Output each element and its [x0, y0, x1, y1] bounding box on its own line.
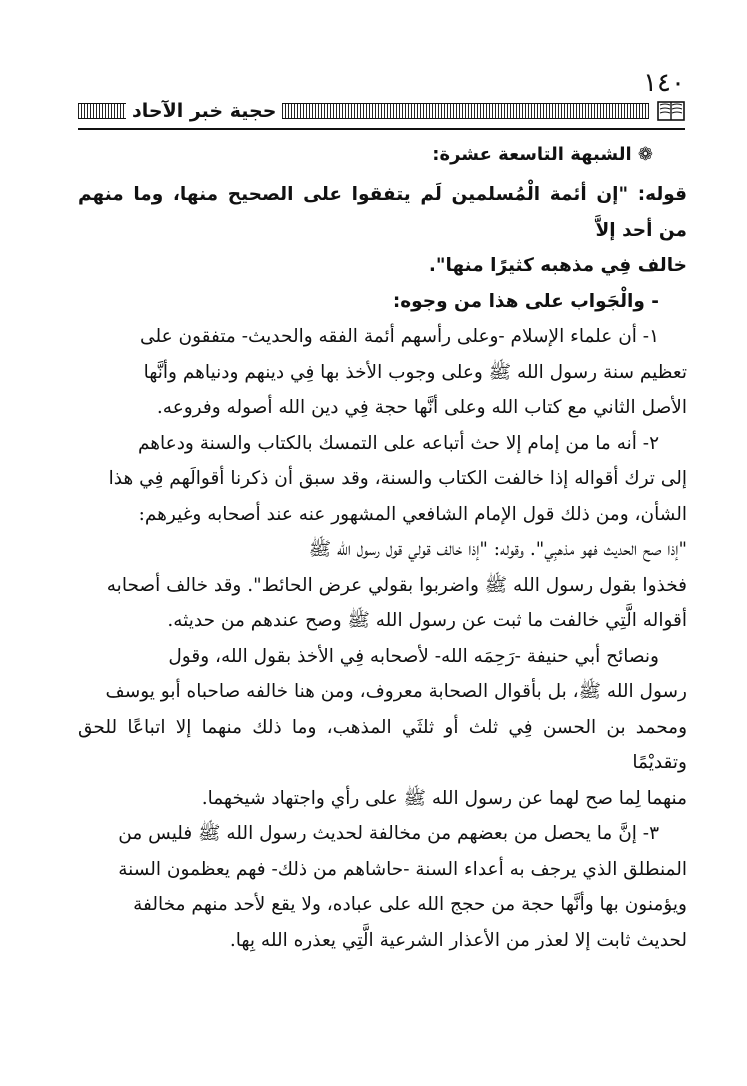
paragraph-abu-hanifa [78, 639, 687, 817]
header-title: حجية خبر الآحاد [132, 100, 277, 122]
paragraph-point-1 [78, 319, 687, 426]
text-line: - والْجَواب على هذا من وجوه: [392, 290, 659, 312]
text-line: الأصل الثاني مع كتاب الله وعلى أنَّها حجة فِي دين الله أصوله وفروعه. [156, 397, 687, 418]
paragraph-objection [78, 177, 687, 284]
section-heading [78, 144, 687, 165]
text-line: الشأن، ومن ذلك قول الإمام الشافعي المشهور عنه عند أصحابه وغيرهم: [138, 503, 687, 525]
page-number: ١٤٠ [643, 68, 685, 98]
open-book-icon [657, 101, 685, 121]
header-rule [78, 128, 685, 130]
flower-ornament-icon: ❁ [637, 144, 653, 165]
text-line: ٣- إنَّ ما يحصل من بعضهم من مخالفة لحديث رسول الله ﷺ فليس من [118, 823, 659, 844]
header-ornament-left [78, 103, 126, 119]
text-line: لحديث ثابت إلا لعذر من الأعذار الشرعية الَّتِي يعذره الله بِها. [229, 929, 687, 951]
text-line: قوله: "إن أئمة الْمُسلمين لَم يتفقوا على الصحيح منها، وما منهم من أحد إلاَّ [78, 184, 687, 241]
text-line: ومحمد بن الحسن فِي ثلث أو ثلثَي المذهب، وما ذلك منهما إلا اتباعًا للحق وتقديْمًا [78, 716, 687, 773]
text-line: ويؤمنون بها وأنَّها حجة من حجج الله على عباده، ولا يقع لأحد منهم مخالفة [133, 894, 687, 915]
paragraph-point-3 [78, 816, 687, 958]
text-line: تعظيم سنة رسول الله ﷺ وعلى وجوب الأخذ بها فِي دينهم ودنياهم وأنَّها [143, 361, 687, 383]
text-line: ونصائح أبي حنيفة -رَحِمَه الله- لأصحابه فِي الأخذ بقول الله، وقول [168, 645, 659, 667]
text-line: "إذا صح الحديث فهو مذهبِي". وقوله: "إذا خالف قولي قول رسول الله ﷺ [308, 539, 687, 560]
text-line: فخذوا بقول رسول الله ﷺ واضربوا بقولي عرض الحائط". وقد خالف أصحابه [106, 574, 687, 596]
running-header [78, 98, 685, 124]
text-line: ٢- أنه ما من إمام إلا حث أتباعه على التمسك بالكتاب والسنة ودعاهم [137, 432, 659, 454]
text-line: أقواله الَّتِي خالفت ما ثبت عن رسول الله ﷺ وصح عندهم من حديثه. [167, 610, 687, 631]
paragraph-point-2 [78, 426, 687, 639]
text-line: إلى ترك أقواله إذا خالفت الكتاب والسنة، وقد سبق أن ذكرنا أقوالَهم فِي هذا [108, 468, 687, 489]
text-line: منهما لِما صح لهما عن رسول الله ﷺ على رأي واجتهاد شيخهما. [201, 787, 687, 809]
text-line: ١- أن علماء الإسلام -وعلى رأسهم أئمة الفقه والحديث- متفقون على [140, 326, 659, 347]
section-heading-text: الشبهة التاسعة عشرة: [432, 144, 632, 165]
text-line: رسول الله ﷺ، بل بأقوال الصحابة معروف، ومن هنا خالفه صاحباه أبو يوسف [105, 681, 687, 702]
paragraph-answer-intro [78, 284, 687, 320]
header-ornament-right [282, 103, 649, 119]
page-body [78, 144, 687, 958]
text-line: المنطلق الذي يرجف به أعداء السنة -حاشاهم من ذلك- فهم يعظمون السنة [118, 858, 687, 880]
text-line: خالف فِي مذهبه كثيرًا منها". [428, 255, 687, 276]
